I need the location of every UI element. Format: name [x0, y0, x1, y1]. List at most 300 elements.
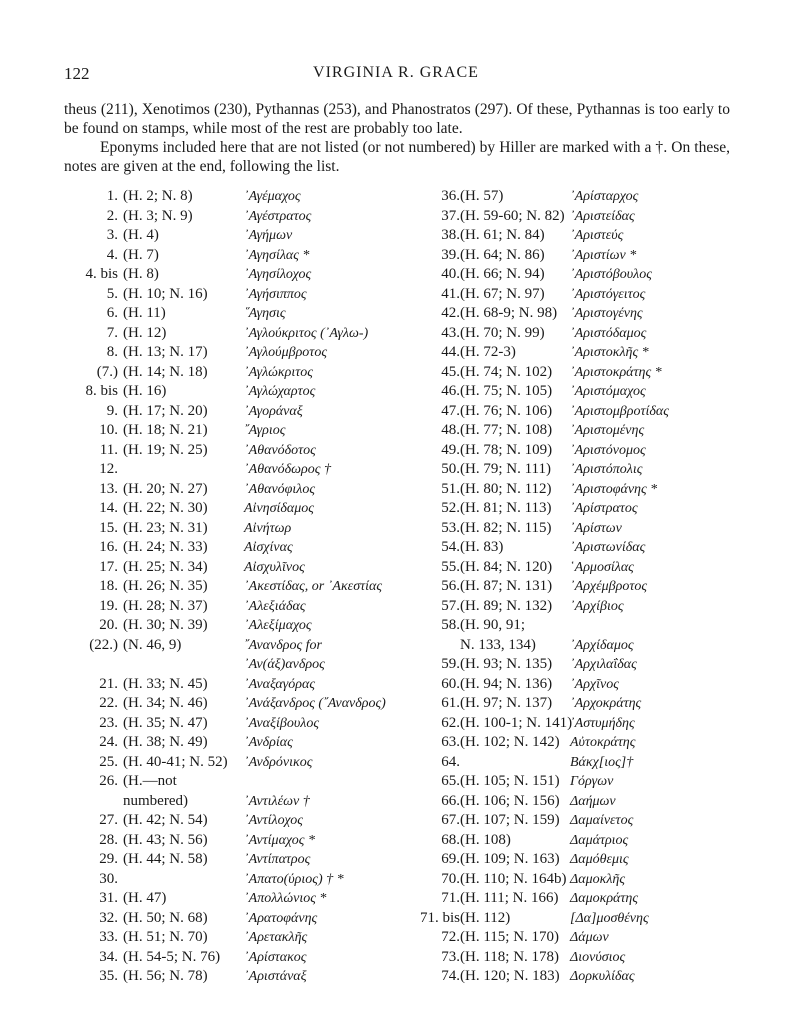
entry-reference: (H. 59-60; N. 82)	[460, 207, 565, 224]
entry-number: 38.	[441, 227, 460, 243]
eponym-entry	[428, 460, 748, 480]
entry-number: 43.	[441, 324, 460, 341]
entry-number: 57.	[441, 597, 460, 614]
entry-name: Αἰσχυλῖνος	[244, 559, 305, 575]
entry-name: Δαήμων	[570, 793, 616, 809]
entry-reference: (H. 66; N. 94)	[460, 266, 545, 282]
eponym-entry	[64, 792, 424, 812]
eponym-entry	[64, 187, 424, 207]
running-title: VIRGINIA R. GRACE	[313, 64, 479, 81]
entry-reference: (H. 42; N. 54)	[123, 812, 208, 828]
entry-number: 51.	[441, 480, 460, 497]
eponym-entry	[64, 694, 424, 714]
entry-number: 41.	[441, 285, 460, 302]
entry-number: 32.	[99, 909, 118, 926]
entry-name: Δαμοκράτης	[570, 891, 639, 906]
eponym-entry	[428, 850, 748, 870]
entry-name: ᾿Αγοράναξ	[244, 403, 303, 419]
entry-reference: (H. 82; N. 115)	[460, 519, 552, 536]
eponym-entry	[64, 402, 424, 422]
eponym-list-left-column	[64, 187, 424, 987]
entry-name: ᾿Αγλώκριτος	[244, 364, 313, 380]
eponym-entry	[428, 889, 748, 909]
entry-reference: (H. 35; N. 47)	[123, 714, 208, 731]
entry-number: 5.	[106, 285, 118, 302]
entry-name: ᾿Αρχῖνος	[570, 676, 619, 692]
entry-name: ᾿Αριστόπολις	[570, 462, 643, 477]
eponym-entry	[64, 811, 424, 831]
entry-name: ᾿Αριστοκράτης *	[570, 364, 662, 380]
entry-name: ᾿Ανάξανδρος (῎Ανανδρος)	[244, 696, 386, 711]
entry-number: 48.	[441, 422, 460, 438]
entry-name: ᾿Αριστείδας	[570, 208, 635, 224]
entry-number: 64.	[441, 753, 460, 770]
entry-number: 16.	[99, 539, 118, 555]
entry-name: Αἰνήτωρ	[244, 520, 292, 536]
eponym-entry	[64, 831, 424, 851]
eponym-entry	[64, 714, 424, 734]
entry-number: 60.	[441, 675, 460, 692]
entry-name: ᾿Αστυμήδης	[570, 715, 635, 731]
entry-name: Δορκυλίδας	[570, 969, 635, 984]
entry-number: 10.	[99, 422, 118, 438]
entry-name: ᾿Αντίμαχος *	[244, 832, 315, 848]
entry-name: ᾿Αριστόνομος	[570, 442, 646, 458]
entry-number: (7.)	[96, 363, 118, 380]
entry-reference: (H. 118; N. 178)	[460, 948, 560, 965]
eponym-entry	[428, 421, 748, 441]
entry-reference: (H. 110; N. 164b)	[460, 870, 567, 887]
entry-reference: (H. 102; N. 142)	[460, 734, 560, 750]
entry-reference: (H. 78; N. 109)	[460, 441, 553, 458]
entry-name: ᾿Αρίστων	[570, 520, 622, 536]
entry-number: 18.	[99, 578, 118, 594]
entry-number: 17.	[99, 558, 118, 575]
entry-name: ᾿Αθανόδοτος	[244, 442, 316, 458]
entry-reference: (H. 33; N. 45)	[123, 675, 208, 692]
entry-number: 2.	[106, 207, 118, 224]
eponym-entry	[428, 928, 748, 948]
entry-name: ᾿Αριστόγειτος	[570, 286, 646, 302]
entry-number: 12.	[99, 461, 118, 477]
entry-reference: (H. 115; N. 170)	[460, 929, 560, 945]
entry-reference: (H.—not	[123, 773, 177, 789]
entry-number: 30.	[99, 870, 118, 887]
eponym-entry	[428, 343, 748, 363]
entry-name: ῾Αρμοσίλας	[570, 559, 634, 575]
entry-name: ᾿Αθανόδωρος †	[244, 462, 331, 477]
eponym-entry	[64, 304, 424, 324]
entry-reference: (H. 83)	[460, 539, 504, 555]
eponym-entry	[64, 285, 424, 305]
entry-reference: (H. 89; N. 132)	[460, 597, 553, 614]
entry-reference: (H. 16)	[123, 383, 167, 399]
eponym-entry	[428, 733, 748, 753]
eponym-entry	[428, 519, 748, 539]
entry-name: ᾿Αρχέμβροτος	[570, 579, 648, 594]
entry-number: 14.	[99, 500, 118, 516]
eponym-entry	[428, 753, 748, 773]
entry-reference: (H. 3; N. 9)	[123, 207, 193, 224]
entry-reference: (H. 50; N. 68)	[123, 909, 208, 926]
entry-name: ᾿Αριστοκλῆς *	[570, 345, 649, 360]
entry-number: 9.	[106, 402, 118, 419]
eponym-entry	[428, 792, 748, 812]
entry-reference: (H. 75; N. 105)	[460, 383, 553, 399]
eponym-entry	[428, 187, 748, 207]
entry-name: Γόργων	[570, 774, 614, 789]
intro-paragraph-2: Eponyms included here that are not listed (or not numbered) by Hiller are marked with a †. On these, notes are given at the end, following the list.	[64, 139, 730, 175]
eponym-entry	[428, 967, 748, 987]
entry-number: 59.	[441, 656, 460, 672]
entry-number: 69.	[441, 851, 460, 867]
entry-reference: (H. 74; N. 102)	[460, 363, 553, 380]
entry-name: ᾿Αριστωνίδας	[570, 540, 646, 555]
entry-number: 61.	[441, 695, 460, 711]
entry-reference: (H. 30; N. 39)	[123, 617, 208, 633]
entry-name: ᾿Αντιλέων †	[244, 793, 310, 809]
entry-name: ᾿Αριστόβουλος	[570, 267, 652, 282]
entry-name: ᾿Απολλώνιος *	[244, 891, 327, 906]
eponym-entry	[428, 441, 748, 461]
entry-name: ᾿Αντίλοχος	[244, 813, 303, 828]
entry-name: ᾿Αρχίβιος	[570, 598, 624, 614]
entry-number: 15.	[99, 519, 118, 536]
eponym-entry	[428, 870, 748, 890]
eponym-entry	[428, 265, 748, 285]
entry-number: 25.	[99, 753, 118, 770]
entry-name: Δαμοκλῆς	[570, 871, 626, 887]
entry-number: 70.	[441, 870, 460, 887]
entry-reference: (H. 68-9; N. 98)	[460, 305, 558, 321]
entry-reference: (H. 93; N. 135)	[460, 656, 553, 672]
entry-reference: (H. 10; N. 16)	[123, 285, 208, 302]
eponym-entry	[64, 246, 424, 266]
entry-name: ᾿Αριστογένης	[570, 306, 643, 321]
entry-number: 33.	[99, 929, 118, 945]
entry-reference: (H. 56; N. 78)	[123, 968, 208, 984]
entry-reference: (H. 80; N. 112)	[460, 480, 552, 497]
entry-number: 49.	[441, 441, 460, 458]
entry-reference: (H. 79; N. 111)	[460, 461, 551, 477]
eponym-entry	[64, 889, 424, 909]
entry-number: 58.	[441, 617, 460, 633]
entry-number: 66.	[441, 792, 460, 809]
entry-number: 52.	[441, 500, 460, 516]
entry-name: ᾿Αρίσταρχος	[570, 189, 639, 204]
entry-name: ᾿Αθανόφιλος	[244, 481, 316, 497]
entry-reference: (H. 109; N. 163)	[460, 851, 560, 867]
entry-reference: (H. 13; N. 17)	[123, 344, 208, 360]
entry-name: Δαμάτριος	[570, 832, 629, 848]
entry-name: ᾿Αρίστρατος	[570, 501, 638, 516]
entry-reference: numbered)	[123, 792, 188, 809]
entry-number: 27.	[99, 812, 118, 828]
eponym-entry	[428, 675, 748, 695]
entry-name: ᾿Ανδρίας	[244, 735, 293, 750]
entry-reference: (H. 64; N. 86)	[460, 246, 545, 263]
entry-reference: (H. 112)	[460, 909, 511, 926]
entry-reference: (H. 8)	[123, 266, 159, 282]
eponym-entry	[64, 538, 424, 558]
entry-name: Αἰσχίνας	[244, 540, 293, 555]
entry-name: ᾿Αγλούμβροτος	[244, 345, 328, 360]
entry-reference: (H. 43; N. 56)	[123, 831, 208, 848]
entry-name: ᾿Αγήμων	[244, 228, 293, 243]
entry-reference: (H. 84; N. 120)	[460, 558, 553, 575]
entry-reference: (H. 67; N. 97)	[460, 285, 545, 302]
entry-number: 44.	[441, 344, 460, 360]
entry-name: ᾿Αγησίλας *	[244, 247, 310, 263]
eponym-entry	[64, 499, 424, 519]
entry-name: ᾿Αριστίων *	[570, 247, 637, 263]
eponym-entry	[64, 772, 424, 792]
eponym-entry	[64, 207, 424, 227]
eponym-entry	[64, 636, 424, 656]
entry-name: ᾿Ακεστίδας, or ᾿Ακεστίας	[244, 579, 383, 594]
entry-number: 45.	[441, 363, 460, 380]
entry-reference: (H. 107; N. 159)	[460, 812, 560, 828]
entry-number: 39.	[441, 246, 460, 263]
entry-name: Δάμων	[570, 930, 609, 945]
entry-name: ᾿Αριστόμαχος	[570, 384, 646, 399]
eponym-entry	[64, 870, 424, 890]
entry-number: 1.	[106, 188, 118, 204]
entry-name: ᾿Αριστοφάνης *	[570, 481, 658, 497]
eponym-entry	[428, 577, 748, 597]
entry-reference: (H. 111; N. 166)	[460, 890, 559, 906]
entry-reference: (H. 47)	[123, 890, 167, 906]
eponym-entry	[428, 948, 748, 968]
eponym-entry	[428, 324, 748, 344]
entry-reference: (H. 4)	[123, 227, 159, 243]
entry-number: 4. bis	[85, 266, 118, 282]
entry-name: Βάκχ[ιος]†	[570, 754, 634, 770]
entry-name: [Δα]μοσθένης	[570, 910, 649, 926]
eponym-entry	[64, 382, 424, 402]
entry-reference: (H. 28; N. 37)	[123, 597, 208, 614]
eponym-entry	[428, 304, 748, 324]
entry-number: 23.	[99, 714, 118, 731]
entry-name: ᾿Αριστομβροτίδας	[570, 403, 669, 419]
entry-reference: (H. 81; N. 113)	[460, 500, 552, 516]
entry-number: 31.	[99, 890, 118, 906]
eponym-entry	[428, 285, 748, 305]
entry-reference: (H. 100-1; N. 141)	[460, 714, 573, 731]
entry-name: ᾿Αριστεύς	[570, 228, 624, 243]
entry-number: 26.	[99, 773, 118, 789]
entry-reference: (H. 57)	[460, 188, 504, 204]
entry-name: ᾿Αγήσιππος	[244, 286, 307, 302]
entry-reference: (H. 12)	[123, 324, 167, 341]
entry-number: 13.	[99, 480, 118, 497]
entry-number: 74.	[441, 968, 460, 984]
entry-name: ᾿Αναξίβουλος	[244, 715, 320, 731]
entry-number: 40.	[441, 266, 460, 282]
entry-reference: (H. 87; N. 131)	[460, 578, 553, 594]
eponym-entry	[64, 265, 424, 285]
eponym-entry	[64, 675, 424, 695]
entry-name: ᾿Αρατοφάνης	[244, 910, 318, 926]
entry-name: Δαμόθεμις	[570, 852, 629, 867]
eponym-entry	[64, 226, 424, 246]
entry-reference: N. 133, 134)	[460, 636, 536, 653]
entry-reference: (H. 40-41; N. 52)	[123, 753, 228, 770]
eponym-entry	[428, 831, 748, 851]
entry-number: 37.	[441, 207, 460, 224]
entry-number: 19.	[99, 597, 118, 614]
entry-name: Αἰνησίδαμος	[244, 501, 314, 516]
entry-number: 63.	[441, 734, 460, 750]
entry-number: 55.	[441, 558, 460, 575]
entry-name: ᾿Αριστόδαμος	[570, 325, 647, 341]
entry-reference: (H. 25; N. 34)	[123, 558, 208, 575]
entry-number: 53.	[441, 519, 460, 536]
entry-number: 65.	[441, 773, 460, 789]
entry-name: ᾿Αρχοκράτης	[570, 696, 642, 711]
eponym-entry	[64, 753, 424, 773]
eponym-entry	[428, 811, 748, 831]
entry-reference: (H. 34; N. 46)	[123, 695, 208, 711]
entry-number: 72.	[441, 929, 460, 945]
eponym-entry	[428, 694, 748, 714]
entry-name: ᾿Αγέμαχος	[244, 189, 301, 204]
entry-number: 73.	[441, 948, 460, 965]
entry-name: Δαμαίνετος	[570, 813, 634, 828]
intro-paragraph-1: theus (211), Xenotimos (230), Pythannas (253), and Phanostratos (297). Of these, Pythannas is too early to be found on stamps, while most of the rest are probably too late.	[64, 101, 730, 137]
entry-number: 67.	[441, 812, 460, 828]
entry-number: 3.	[106, 227, 118, 243]
entry-name: ᾿Αναξαγόρας	[244, 676, 316, 692]
eponym-entry	[428, 597, 748, 617]
eponym-entry	[64, 928, 424, 948]
eponym-entry	[64, 480, 424, 500]
entry-number: 50.	[441, 461, 460, 477]
entry-number: 24.	[99, 734, 118, 750]
entry-name: ᾿Αριστάναξ	[244, 969, 307, 984]
entry-number: 56.	[441, 578, 460, 594]
entry-reference: (H. 23; N. 31)	[123, 519, 208, 536]
entry-number: 35.	[99, 968, 118, 984]
eponym-entry	[64, 363, 424, 383]
eponym-entry	[64, 948, 424, 968]
entry-name: Αὐτοκράτης	[570, 735, 636, 750]
intro-text	[64, 100, 730, 176]
entry-reference: (H. 2; N. 8)	[123, 188, 193, 204]
entry-number: 46.	[441, 383, 460, 399]
entry-reference: (H. 11)	[123, 305, 166, 321]
eponym-entry	[64, 519, 424, 539]
eponym-list-right-column	[419, 187, 748, 987]
entry-number: 68.	[441, 831, 460, 848]
eponym-entry	[428, 480, 748, 500]
eponym-entry	[64, 733, 424, 753]
eponym-entry	[428, 207, 748, 227]
eponym-entry	[428, 499, 748, 519]
entry-name: ᾿Αγησίλοχος	[244, 267, 312, 282]
entry-number: 42.	[441, 305, 460, 321]
entry-reference: (H. 72-3)	[460, 344, 516, 360]
entry-reference: (H. 97; N. 137)	[460, 695, 553, 711]
entry-name: ᾿Αγέστρατος	[244, 208, 312, 224]
entry-number: 71. bis	[419, 909, 460, 926]
page-header	[64, 64, 728, 86]
eponym-entry	[64, 441, 424, 461]
entry-number: 8. bis	[85, 383, 118, 399]
entry-number: 36.	[441, 188, 460, 204]
entry-number: 34.	[99, 948, 118, 965]
entry-number: 28.	[99, 831, 118, 848]
entry-name: ᾿Αρχίδαμος	[570, 637, 634, 653]
eponym-entry	[64, 421, 424, 441]
entry-reference: (H. 51; N. 70)	[123, 929, 208, 945]
entry-number: 47.	[441, 402, 460, 419]
entry-reference: (H. 7)	[123, 246, 159, 263]
page-number: 122	[64, 64, 90, 83]
eponym-entry	[428, 558, 748, 578]
entry-name: ᾿Αρετακλῆς	[244, 930, 308, 945]
eponym-entry	[64, 577, 424, 597]
eponym-entry	[64, 850, 424, 870]
entry-name: ᾿Αρίστακος	[244, 949, 307, 965]
eponym-entry	[428, 714, 748, 734]
eponym-entry	[64, 967, 424, 987]
entry-number: 20.	[99, 617, 118, 633]
entry-name: ῎Αγριος	[244, 423, 286, 438]
entry-reference: (H. 22; N. 30)	[123, 500, 208, 516]
eponym-entry	[428, 772, 748, 792]
entry-reference: (N. 46, 9)	[123, 636, 182, 653]
entry-number: 22.	[99, 695, 118, 711]
entry-reference: (H. 19; N. 25)	[123, 441, 208, 458]
eponym-entry	[428, 246, 748, 266]
entry-number: 54.	[441, 539, 460, 555]
entry-name: ᾿Αγλώχαρτος	[244, 384, 316, 399]
entry-name: Διονύσιος	[570, 949, 626, 965]
entry-name: ᾿Αλεξιάδας	[244, 598, 306, 614]
entry-name: ῎Ανανδρος for	[244, 637, 322, 653]
entry-name: ᾿Αγλούκριτος (᾿Αγλω-)	[244, 325, 369, 341]
eponym-entry	[428, 226, 748, 246]
eponym-entry	[64, 597, 424, 617]
eponym-entry	[428, 363, 748, 383]
eponym-entry	[64, 909, 424, 929]
entry-number: 11.	[99, 441, 118, 458]
eponym-entry	[428, 616, 748, 636]
entry-reference: (H. 61; N. 84)	[460, 227, 545, 243]
eponym-entry	[64, 655, 424, 675]
entry-number: 7.	[106, 324, 118, 341]
eponym-entry	[428, 636, 748, 656]
entry-name: ᾿Αντίπατρος	[244, 852, 311, 867]
entry-reference: (H. 90, 91;	[460, 617, 525, 633]
eponym-entry	[428, 382, 748, 402]
entry-reference: (H. 20; N. 27)	[123, 480, 208, 497]
eponym-entry	[64, 460, 424, 480]
entry-number: 71.	[441, 890, 460, 906]
entry-reference: (H. 26; N. 35)	[123, 578, 208, 594]
eponym-entry	[419, 909, 748, 929]
entry-number: 29.	[99, 851, 118, 867]
entry-name: ᾿Αλεξίμαχος	[244, 618, 312, 633]
eponym-entry	[64, 343, 424, 363]
entry-reference: (H. 17; N. 20)	[123, 402, 208, 419]
eponym-entry	[428, 655, 748, 675]
entry-number: 62.	[441, 714, 460, 731]
entry-reference: (H. 76; N. 106)	[460, 402, 553, 419]
entry-number: 6.	[106, 305, 118, 321]
eponym-entry	[64, 324, 424, 344]
